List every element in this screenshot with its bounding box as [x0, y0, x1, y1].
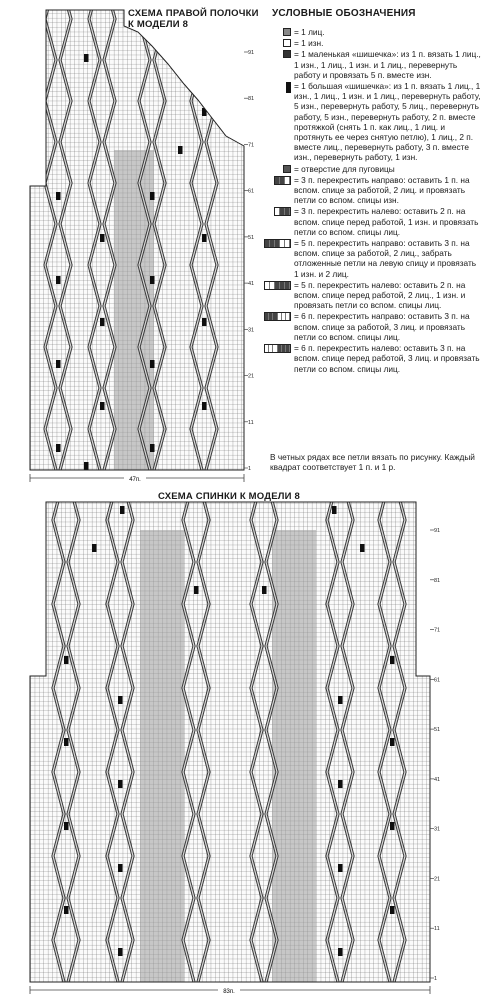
- large-bobble-symbol: [264, 81, 294, 163]
- large-bobble-mark: [118, 696, 123, 704]
- front-row-labels: [244, 50, 254, 472]
- row-label: 11: [434, 926, 440, 933]
- legend-item: [264, 27, 482, 37]
- large-bobble-mark: [64, 906, 69, 914]
- large-bobble-mark: [84, 462, 89, 470]
- row-label: 71: [248, 142, 255, 149]
- purl-band: [272, 530, 316, 982]
- legend-item-text: = 5 п. перекрестить направо: оставить 3 п. на вспом. спице за работой, 2 лиц., забрать отложенные петли на левую спицу и провязать 1 изн. и 2 лиц.: [294, 238, 477, 279]
- large-bobble-mark: [150, 444, 155, 452]
- large-bobble-mark: [202, 234, 207, 242]
- legend-item: [264, 238, 482, 279]
- row-label: 51: [434, 727, 441, 734]
- legend-item-text: = 3 п. перекрестить налево: оставить 2 п. на вспом. спице перед работой, 1 изн. и провязать петли со вспом. спицы лиц.: [294, 206, 479, 237]
- large-bobble-mark: [150, 192, 155, 200]
- large-bobble-mark: [338, 864, 343, 872]
- legend-item: [264, 164, 482, 174]
- row-label: 81: [248, 96, 255, 103]
- legend-item: [264, 311, 482, 342]
- legend-item-text: = 6 п. перекрестить налево: оставить 3 п. на вспом. спице перед работой, 3 лиц. и провязать петли со вспом. спицы лиц.: [294, 343, 480, 374]
- legend-item-text: = 1 изн.: [294, 38, 324, 49]
- large-bobble-mark: [194, 586, 199, 594]
- legend-item-text: = 1 большая «шишечка»: из 1 п. вязать 1 лиц., 1 изн., 1 лиц., 1 изн. и 1 лиц., перевернуть работу, 5 изн., перевернуть работу, 5 лиц., перевернуть работу, 5 изн., перевернуть работу, 2 п. вместе протяжкой (снять 1 п. как лиц., 1 лиц. и протянуть ее через снятую петлю), 1 лиц., 2 п. вместе лиц., перевернуть работу, 3 п. вместе изн., перевернуть работу, 1 изн.: [294, 81, 481, 163]
- legend-item: [264, 343, 482, 374]
- large-bobble-mark: [64, 822, 69, 830]
- legend-item: [264, 38, 482, 48]
- large-bobble-mark: [118, 948, 123, 956]
- large-bobble-mark: [202, 402, 207, 410]
- small-bobble-symbol: [264, 49, 294, 80]
- legend-item: [264, 206, 482, 237]
- large-bobble-mark: [150, 276, 155, 284]
- legend-item: [264, 280, 482, 311]
- large-bobble-mark: [120, 506, 125, 514]
- row-label: 91: [434, 528, 441, 534]
- row-label: 51: [248, 234, 255, 241]
- large-bobble-mark: [56, 192, 61, 200]
- large-bobble-mark: [100, 234, 105, 242]
- cable-5-left-symbol: [264, 280, 294, 311]
- large-bobble-mark: [56, 276, 61, 284]
- large-bobble-mark: [360, 544, 365, 552]
- row-label: 21: [434, 876, 441, 883]
- purl-band: [140, 530, 184, 982]
- legend-title: УСЛОВНЫЕ ОБОЗНАЧЕНИЯ: [272, 8, 416, 19]
- back-chart-title: СХЕМА СПИНКИ К МОДЕЛИ 8: [158, 491, 300, 502]
- row-label: 31: [248, 327, 255, 334]
- row-label: 81: [434, 577, 441, 584]
- row-label: 31: [434, 826, 441, 833]
- cable-3-right-symbol: [264, 175, 294, 206]
- legend-item-text: = 1 маленькая «шишечка»: из 1 п. вязать 1 лиц., 1 изн., 1 лиц., 1 изн. и 1 лиц., перевернуть работу и провязать 5 п. вместе изн.: [294, 49, 481, 80]
- legend-note: В четных рядах все петли вязать по рисунку. Каждый квадрат соответствует 1 п. и 1 р.: [270, 452, 475, 473]
- back-knitting-chart: [0, 490, 486, 1000]
- large-bobble-mark: [178, 146, 183, 154]
- large-bobble-mark: [92, 544, 97, 552]
- large-bobble-mark: [100, 318, 105, 326]
- large-bobble-mark: [390, 656, 395, 664]
- cable-5-right-symbol: [264, 238, 294, 279]
- row-label: 91: [248, 50, 255, 56]
- large-bobble-mark: [150, 360, 155, 368]
- back-width-label: 83п.: [223, 989, 235, 995]
- row-label: 41: [434, 776, 441, 783]
- legend-item-text: = 6 п. перекрестить направо: оставить 3 п. на вспом. спице за работой, 3 лиц. и провязать петли со вспом. спицы лиц.: [294, 311, 470, 342]
- large-bobble-mark: [338, 948, 343, 956]
- large-bobble-mark: [64, 738, 69, 746]
- large-bobble-mark: [338, 696, 343, 704]
- cable-3-left-symbol: [264, 206, 294, 237]
- row-label: 11: [248, 419, 254, 426]
- large-bobble-mark: [332, 506, 337, 514]
- back-row-labels: [430, 528, 440, 982]
- purl-stitch-symbol: [264, 38, 294, 48]
- row-label: 41: [248, 281, 255, 288]
- legend-item: [264, 175, 482, 206]
- row-label: 1: [434, 976, 438, 982]
- legend-item-text: = 1 лиц.: [294, 27, 325, 37]
- large-bobble-mark: [84, 54, 89, 62]
- front-title-line-2: К МОДЕЛИ 8: [128, 19, 189, 30]
- row-label: 71: [434, 627, 441, 634]
- large-bobble-mark: [118, 780, 123, 788]
- large-bobble-mark: [64, 656, 69, 664]
- large-bobble-mark: [56, 360, 61, 368]
- large-bobble-mark: [338, 780, 343, 788]
- legend-item-text: = 5 п. перекрестить налево: оставить 2 п. на вспом. спице перед работой, 2 лиц., 1 изн. и провязать петли со вспом. спицы лиц.: [294, 279, 466, 311]
- large-bobble-mark: [390, 822, 395, 830]
- large-bobble-mark: [100, 402, 105, 410]
- front-title-line-1: СХЕМА ПРАВОЙ ПОЛОЧКИ: [128, 8, 259, 19]
- large-bobble-mark: [56, 444, 61, 452]
- legend-item: [264, 49, 482, 80]
- row-label: 61: [248, 188, 255, 195]
- large-bobble-mark: [202, 108, 207, 116]
- cable-6-right-symbol: [264, 311, 294, 342]
- cable-6-left-symbol: [264, 343, 294, 374]
- row-label: 21: [248, 373, 255, 380]
- buttonhole-symbol: [264, 164, 294, 174]
- large-bobble-mark: [202, 318, 207, 326]
- front-width-label: 47п.: [129, 477, 141, 483]
- large-bobble-mark: [390, 906, 395, 914]
- large-bobble-mark: [118, 864, 123, 872]
- row-label: 61: [434, 677, 441, 684]
- legend: [264, 27, 482, 375]
- row-label: 1: [248, 466, 252, 472]
- legend-item-text: = отверстие для пуговицы: [294, 163, 395, 174]
- knit-stitch-symbol: [264, 27, 294, 37]
- legend-item-text: = 3 п. перекрестить направо: оставить 1 п. на вспом. спице за работой, 2 лиц. и провязать петли со вспом. спицы изн.: [294, 174, 470, 206]
- legend-item: [264, 81, 482, 163]
- large-bobble-mark: [262, 586, 267, 594]
- large-bobble-mark: [390, 738, 395, 746]
